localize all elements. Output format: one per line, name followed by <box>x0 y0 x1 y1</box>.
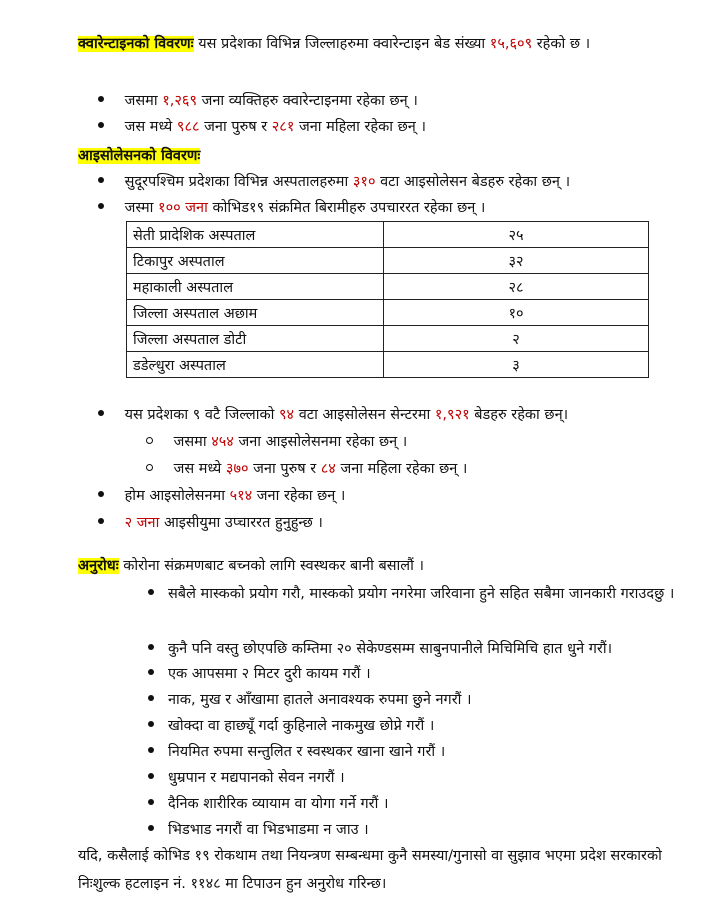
quarantine-male-count: ९८८ <box>176 119 200 135</box>
home-isolation-count: ५१४ <box>229 488 253 504</box>
isolation-bed-count: ३१० <box>352 174 376 190</box>
isolation-male-count: ३७० <box>225 461 249 477</box>
isolation-center-count: ९४ <box>279 407 295 423</box>
bullet-dot-icon <box>148 669 154 675</box>
circle-bullet-icon <box>146 464 153 471</box>
quarantine-person-count: १,२६९ <box>162 93 197 109</box>
bullet-dot-icon <box>148 799 154 805</box>
isolation-bullet-5: २ जना आइसीयुमा उप्चाररत हुनुहुन्छ । <box>98 510 698 536</box>
bullet-dot-icon <box>148 747 154 753</box>
list-item: कुनै पनि वस्तु छोएपछि कम्तिमा २० सेकेण्डसम्म साबुनपानीले मिचिमिचि हात धुने गरौं। <box>148 636 693 662</box>
bullet-dot-icon <box>148 589 154 595</box>
hospital-name: जिल्ला अस्पताल डोटी <box>127 326 384 352</box>
quarantine-bed-count: १५,६०९ <box>489 36 533 52</box>
isolation-center-bed-count: १,९२१ <box>434 407 470 423</box>
bullet-dot-icon <box>148 773 154 779</box>
bullet-dot-icon <box>98 518 104 524</box>
bullet-dot-icon <box>98 177 104 183</box>
bullet-dot-icon <box>98 96 104 102</box>
quarantine-paragraph <box>78 30 690 58</box>
request-heading: अनुरोधः <box>78 558 119 574</box>
list-item: दैनिक शारीरिक व्यायाम वा योगा गर्ने गरौं । <box>148 791 693 817</box>
request-heading-line <box>78 552 690 580</box>
bullet-dot-icon <box>148 695 154 701</box>
list-item: सबैले मास्कको प्रयोग गरौ, मास्कको प्रयोग नगरेमा जरिवाना हुने सहित सबैमा जानकारी गराउदछु । <box>148 581 693 607</box>
isolation-heading-line <box>78 142 690 170</box>
table-row <box>127 300 649 326</box>
hospital-name: जिल्ला अस्पताल अछाम <box>127 300 384 326</box>
list-item: एक आपसमा २ मिटर दुरी कायम गरौं । <box>148 661 693 687</box>
isolation-bullet-2: जस्मा १०० जना कोभिड१९ संक्रमित बिरामीहरु उपचाररत रहेका छन् । <box>98 195 698 221</box>
list-item: नाक, मुख र आँखामा हातले अनावश्यक रुपमा छुने नगरौं । <box>148 687 693 713</box>
table-row <box>127 326 649 352</box>
isolation-female-count: ८४ <box>320 461 336 477</box>
quarantine-bullet-1: जसमा १,२६९ जना व्यक्तिहरु क्वारेन्टाइनमा रहेका छन् । <box>98 88 698 114</box>
list-item: नियमित रुपमा सन्तुलित र स्वस्थकर खाना खाने गरौं । <box>148 739 693 765</box>
hospital-count: २५ <box>384 222 649 248</box>
hospital-count: ३ <box>384 352 649 378</box>
hospital-table <box>126 221 649 378</box>
bullet-dot-icon <box>98 491 104 497</box>
hospital-count: २८ <box>384 274 649 300</box>
quarantine-intro-a: यस प्रदेशका विभिन्न जिल्लाहरुमा क्वारेन्टाइन बेड संख्या <box>198 36 486 52</box>
bullet-dot-icon <box>98 122 104 128</box>
bullet-dot-icon <box>148 825 154 831</box>
list-item: भिडभाड नगरौं वा भिडभाडमा न जाउ । <box>148 817 693 843</box>
isolation-in-center-count: ४५४ <box>211 434 234 450</box>
isolation-subbullet-1: जसमा ४५४ जना आइसोलेसनमा रहेका छन् । <box>146 429 407 455</box>
isolation-bullet-4: होम आइसोलेसनमा ५१४ जना रहेका छन् । <box>98 483 698 509</box>
quarantine-intro-b: रहेको छ । <box>536 36 591 52</box>
isolation-heading: आइसोलेसनको विवरणः <box>78 148 201 164</box>
list-item: धुम्रपान र मद्यपानको सेवन नगरौं । <box>148 765 693 791</box>
isolation-patient-count: १०० जना <box>158 200 208 216</box>
table-row <box>127 274 649 300</box>
hospital-name: महाकाली अस्पताल <box>127 274 384 300</box>
table-row <box>127 222 649 248</box>
bullet-dot-icon <box>98 203 104 209</box>
hotline-footer: यदि, कसैलाई कोभिड १९ रोकथाम तथा नियन्त्रण सम्बन्धमा कुनै समस्या/गुनासो वा सुझाव भएमा प्रदेश सरकारको निःशुल्क हटलाइन नं. ११४८ मा टिपाउन हुन अनुरोध गरिन्छ। <box>78 848 662 892</box>
list-item: खोक्दा वा हाछ्यूँ गर्दा कुहिनाले नाकमुख छोप्ने गरौं । <box>148 713 693 739</box>
icu-count: २ जना <box>124 515 160 531</box>
isolation-subbullet-2: जस मध्ये ३७० जना पुरुष र ८४ जना महिला रहेका छन् । <box>146 456 467 482</box>
table-row <box>127 352 649 378</box>
hospital-count: १० <box>384 300 649 326</box>
isolation-bullet-1: सुदूरपश्चिम प्रदेशका विभिन्न अस्पतालहरुमा ३१० वटा आइसोलेसन बेडहरु रहेका छन् । <box>98 169 698 195</box>
quarantine-heading: क्वारेन्टाइनको विवरणः <box>78 36 194 52</box>
hospital-name: डडेल्धुरा अस्पताल <box>127 352 384 378</box>
bullet-dot-icon <box>98 410 104 416</box>
hospital-count: ३२ <box>384 248 649 274</box>
bullet-dot-icon <box>148 721 154 727</box>
hospital-name: सेती प्रादेशिक अस्पताल <box>127 222 384 248</box>
isolation-bullet-3: यस प्रदेशका ९ वटै जिल्लाको ९४ वटा आइसोलेसन सेन्टरमा १,९२१ बेडहरु रहेका छन्। <box>98 402 698 428</box>
bullet-dot-icon <box>148 644 154 650</box>
circle-bullet-icon <box>146 437 153 444</box>
hospital-name: टिकापुर अस्पताल <box>127 248 384 274</box>
request-intro: कोरोना संक्रमणबाट बच्नको लागि स्वस्थकर बानी बसालौं । <box>123 558 424 574</box>
table-row <box>127 248 649 274</box>
quarantine-bullet-2: जस मध्ये ९८८ जना पुरुष र २८१ जना महिला रहेका छन् । <box>98 114 698 140</box>
hospital-count: २ <box>384 326 649 352</box>
quarantine-female-count: २८१ <box>271 119 295 135</box>
